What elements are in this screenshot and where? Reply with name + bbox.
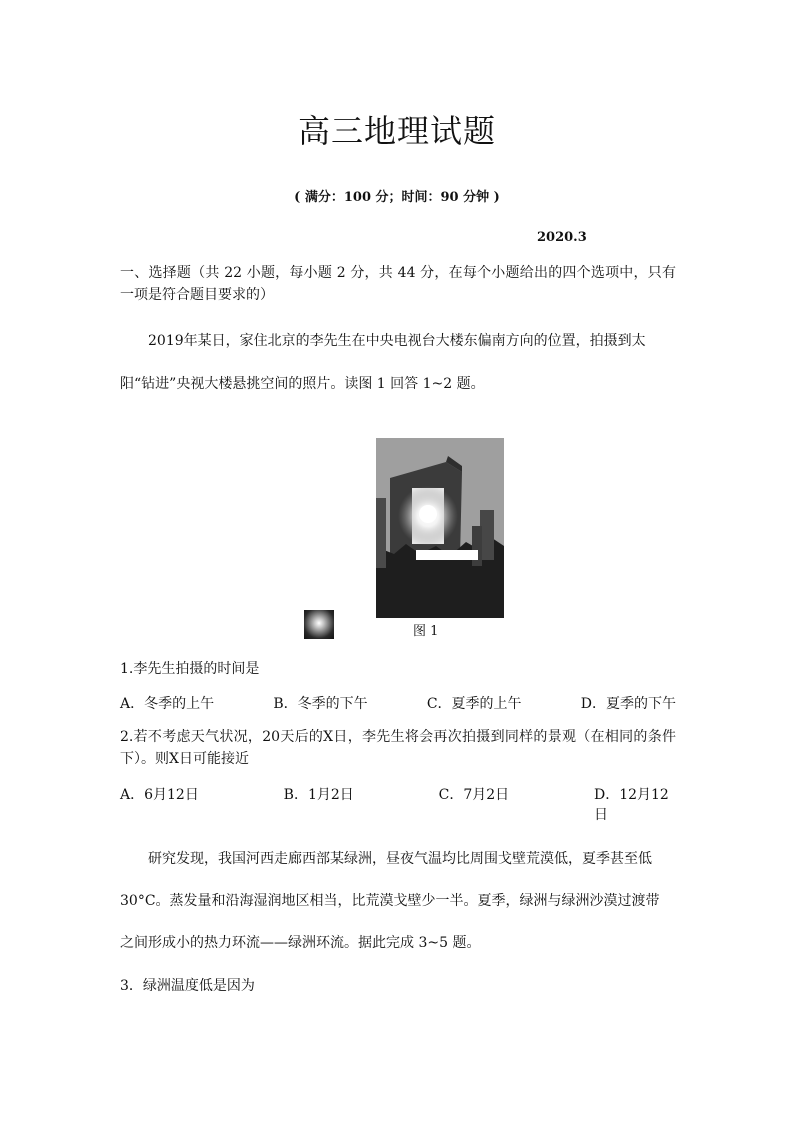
passage2-line1: 研究发现，我国河西走廊西部某绿洲，昼夜气温均比周围戈壁荒漠低，夏季甚至低 <box>148 851 652 867</box>
question-2-options <box>120 784 676 824</box>
passage1-line1: 2019年某日，家住北京的李先生在中央电视台大楼东偏南方向的位置，拍摄到太 <box>148 333 646 349</box>
page-title: 高三地理试题 <box>297 112 496 150</box>
figure-caption: 图 1 <box>413 624 439 639</box>
option-a: A．6月12日 <box>120 787 199 803</box>
option-d: D．夏季的下午 <box>580 696 676 712</box>
option-b: B．冬季的下午 <box>273 696 368 712</box>
cctv-building-illustration <box>376 438 504 618</box>
option-c: C．7月2日 <box>438 787 510 803</box>
passage2-line2: 30°C。蒸发量和沿海湿润地区相当，比荒漠戈壁少一半。夏季，绿洲与绿洲沙漠过渡带 <box>120 893 660 909</box>
question-2-stem: 2.若不考虑天气状况，20天后的X日，李先生将会再次拍摄到同样的景观（在相同的条件下）。则X日可能接近 <box>120 729 676 767</box>
exam-info: ( 满分：100 分；时间：90 分钟 ) <box>294 190 500 205</box>
question-1-options <box>120 693 676 713</box>
option-d: D．12月12日 <box>593 787 669 823</box>
option-c: C．夏季的上午 <box>426 696 522 712</box>
exam-date: 2020.3 <box>537 230 587 245</box>
question-3-stem: 3．绿洲温度低是因为 <box>120 978 255 994</box>
passage1-line2: 阳“钻进”央视大楼悬挑空间的照片。读图 1 回答 1~2 题。 <box>120 376 485 392</box>
small-thumbnail-image <box>304 610 334 639</box>
section-heading: 一、选择题（共 22 小题，每小题 2 分，共 44 分，在每个小题给出的四个选项中，只有一项是符合题目要求的） <box>120 265 676 303</box>
option-a: A．冬季的上午 <box>120 696 215 712</box>
cctv-building-photo <box>376 438 504 618</box>
question-1-stem: 1.李先生拍摄的时间是 <box>120 661 260 677</box>
passage2-line3: 之间形成小的热力环流——绿洲环流。据此完成 3~5 题。 <box>120 935 481 951</box>
option-b: B．1月2日 <box>283 787 354 803</box>
